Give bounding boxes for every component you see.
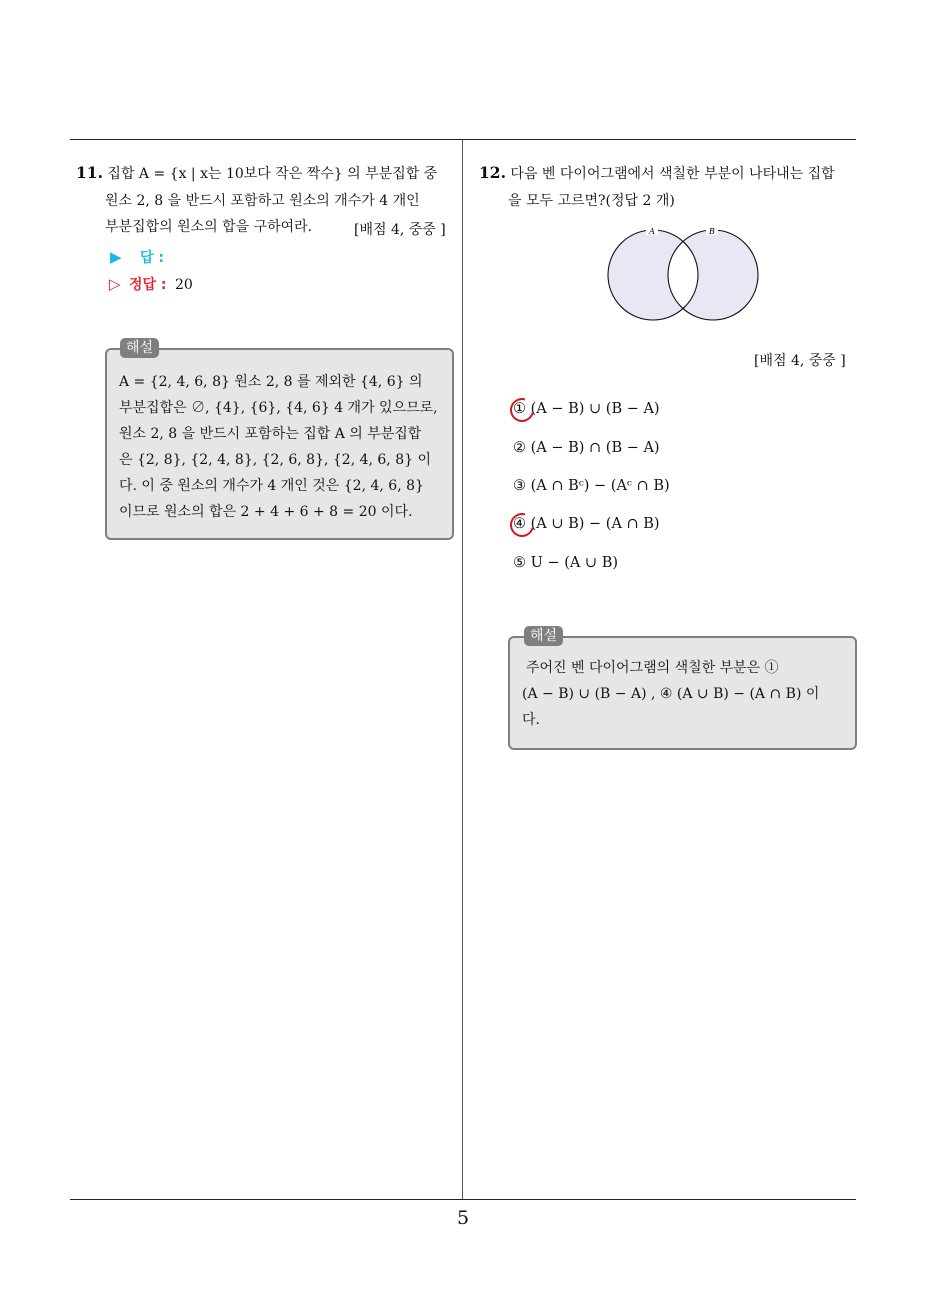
explanation-12-line-2: (A − B) ∪ (B − A) , ④ (A ∪ B) − (A ∩ B) 이 (522, 686, 820, 702)
question-12-text-2: 을 모두 고르면?(정답 2 개) (508, 193, 675, 209)
explanation-box-12 (508, 628, 857, 750)
question-11-text-3: 부분집합의 원소의 합을 구하여라. (105, 219, 313, 235)
explanation-11-line-1: A = {2, 4, 6, 8} 원소 2, 8 를 제외한 {4, 6} 의 (119, 374, 423, 390)
choice-5[interactable]: ⑤ U − (A ∪ B) (513, 555, 619, 571)
correct-arrow-icon: ▷ (109, 275, 121, 293)
question-12-line-1 (479, 163, 835, 184)
question-11-text-1: 집합 A = {x | x는 10보다 작은 짝수} 의 부분집합 중 (107, 166, 438, 182)
page-number: 5 (456, 1207, 470, 1229)
explanation-11-line-3: 원소 2, 8 을 반드시 포함하는 집합 A 의 부분집합 (119, 426, 422, 442)
question-12-score: [배점 4, 중중 ] (754, 353, 846, 369)
correct-value: 20 (174, 277, 193, 293)
answer-label: 답 : (140, 250, 164, 266)
question-12-text-1: 다음 벤 다이어그램에서 색칠한 부분이 나타내는 집합 (510, 166, 835, 182)
explanation-12-line-3: 다. (522, 712, 540, 728)
explanation-tag-11: 해설 (120, 338, 159, 358)
choice-3[interactable]: ③ (A ∩ Bᶜ) − (Aᶜ ∩ B) (513, 478, 670, 494)
choice-4[interactable]: ④ (A ∪ B) − (A ∩ B) (513, 516, 660, 532)
explanation-tag-12: 해설 (524, 626, 563, 646)
explanation-box-11 (105, 340, 454, 540)
correct-answer-row (109, 274, 193, 294)
question-12-number: 12. (479, 163, 506, 182)
venn-label-a: A (649, 227, 655, 236)
explanation-11-line-2: 부분집합은 ∅, {4}, {6}, {4, 6} 4 개가 있으므로, (119, 400, 438, 416)
explanation-11-line-6: 이므로 원소의 합은 2 + 4 + 6 + 8 = 20 이다. (119, 504, 413, 520)
question-11-text-2: 원소 2, 8 을 반드시 포함하고 원소의 개수가 4 개인 (105, 193, 420, 209)
choice-1[interactable]: ① (A − B) ∪ (B − A) (513, 401, 660, 417)
explanation-11-line-5: 다. 이 중 원소의 개수가 4 개인 것은 {2, 4, 6, 8} (119, 478, 424, 494)
explanation-11-line-4: 은 {2, 8}, {2, 4, 8}, {2, 6, 8}, {2, 4, 6, 8} 이 (119, 452, 431, 468)
explanation-12-line-1: 주어진 벤 다이어그램의 색칠한 부분은 ① (526, 660, 779, 676)
question-11-number: 11. (76, 163, 103, 182)
answer-row (110, 247, 164, 267)
venn-diagram (600, 222, 766, 328)
correct-label: 정답 : (129, 277, 167, 293)
bottom-rule (70, 1199, 856, 1200)
question-11-line-1 (76, 163, 454, 184)
venn-label-b: B (709, 227, 715, 236)
top-rule (70, 139, 856, 140)
answer-arrow-icon: ▶ (110, 248, 122, 266)
question-11-score: [배점 4, 중중 ] (354, 222, 446, 238)
column-divider (462, 140, 463, 1199)
choice-2[interactable]: ② (A − B) ∩ (B − A) (513, 440, 660, 456)
